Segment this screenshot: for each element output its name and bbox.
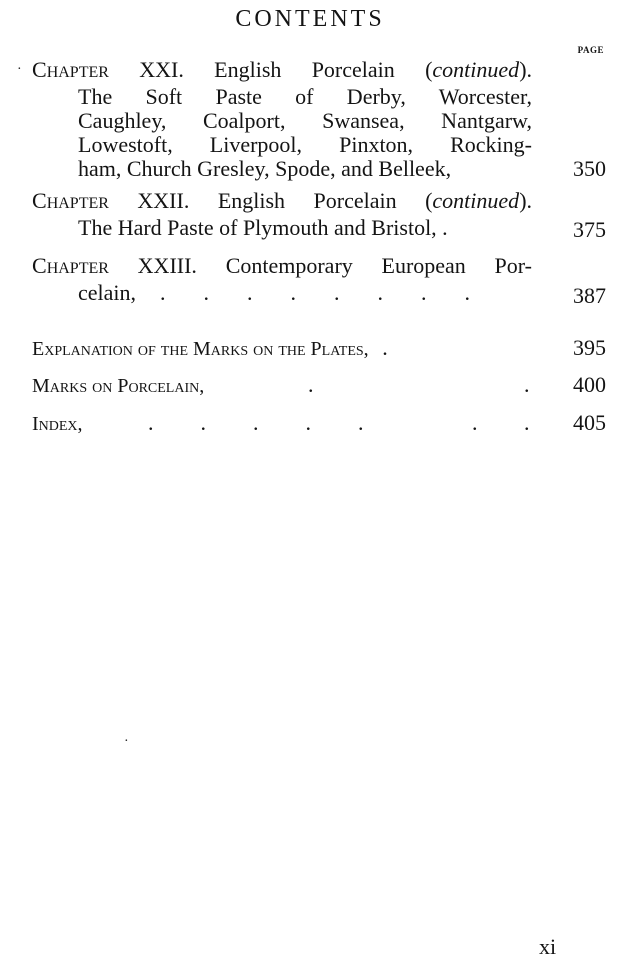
chapter-label: CHAPTER xyxy=(32,253,109,278)
toc-entry-line: The Soft Paste of Derby, Worcester, xyxy=(78,84,532,109)
toc-entry-explanation xyxy=(32,336,606,361)
toc-entry-chapter-xxiii xyxy=(32,253,606,308)
leader-dots: . xyxy=(382,335,388,360)
chapter-number: XXII. xyxy=(137,188,190,213)
page-number: 395 xyxy=(573,335,606,360)
leader-dots: ..... xyxy=(148,410,411,435)
toc-entry-line: celain, ........ xyxy=(78,280,508,305)
toc-entry-heading xyxy=(32,254,532,281)
stray-mark: · xyxy=(17,62,22,77)
toc-entry-line: Lowestoft, Liverpool, Pinxton, Rocking- xyxy=(78,132,532,157)
chapter-number: XXI. xyxy=(139,57,184,82)
toc-entry-title: Index, ..... . . xyxy=(32,410,530,435)
leader-dots: . xyxy=(524,410,530,435)
chapter-number: XXIII. xyxy=(137,253,197,278)
toc-entry-index xyxy=(32,411,606,436)
page-title: CONTENTS xyxy=(235,6,385,32)
toc-entry-chapter-xxii xyxy=(32,189,606,240)
leader-dots: . xyxy=(524,372,530,397)
toc-entry-heading: CHAPTER XXII. English Porcelain (continued). xyxy=(32,188,533,213)
chapter-subject: English Porcelain xyxy=(217,188,397,213)
chapter-label: CHAPTER xyxy=(32,188,109,213)
page-number: 400 xyxy=(573,372,606,397)
chapter-note: continued xyxy=(432,57,520,82)
toc-entry-title: Marks on Porcelain, . . xyxy=(32,372,530,397)
chapter-note: continued xyxy=(432,188,520,213)
chapter-label: CHAPTER xyxy=(32,57,109,82)
page-number: 405 xyxy=(573,410,606,435)
page-number: 350 xyxy=(573,156,606,181)
folio-page-number: xi xyxy=(539,934,557,959)
page-number: 375 xyxy=(573,217,606,242)
toc-entry-line: Caughley, Coalport, Swansea, Nantgarw, xyxy=(78,108,532,133)
toc-entry-chapter-xxi xyxy=(32,58,606,181)
page-number: 387 xyxy=(573,283,606,308)
chapter-subject: English Porcelain xyxy=(214,57,395,82)
stray-mark: · xyxy=(124,734,129,749)
toc-entry-marks xyxy=(32,373,606,398)
toc-entry-title: Explanation of the Marks on the Plates, . xyxy=(32,335,388,360)
page-column-label: PAGE xyxy=(577,45,604,55)
leader-dots: . xyxy=(308,372,314,397)
toc-entry-line: The Hard Paste of Plymouth and Bristol, . xyxy=(78,215,448,240)
leader-dots: . xyxy=(472,410,478,435)
leader-dots: ........ xyxy=(160,280,508,305)
toc-entry-line-last: ham, Church Gresley, Spode, and Belleek, xyxy=(78,156,452,181)
chapter-subject: Contemporary European Por- xyxy=(225,253,533,278)
toc-entry-heading: CHAPTER XXI. English Porcelain (continued). xyxy=(32,57,533,82)
